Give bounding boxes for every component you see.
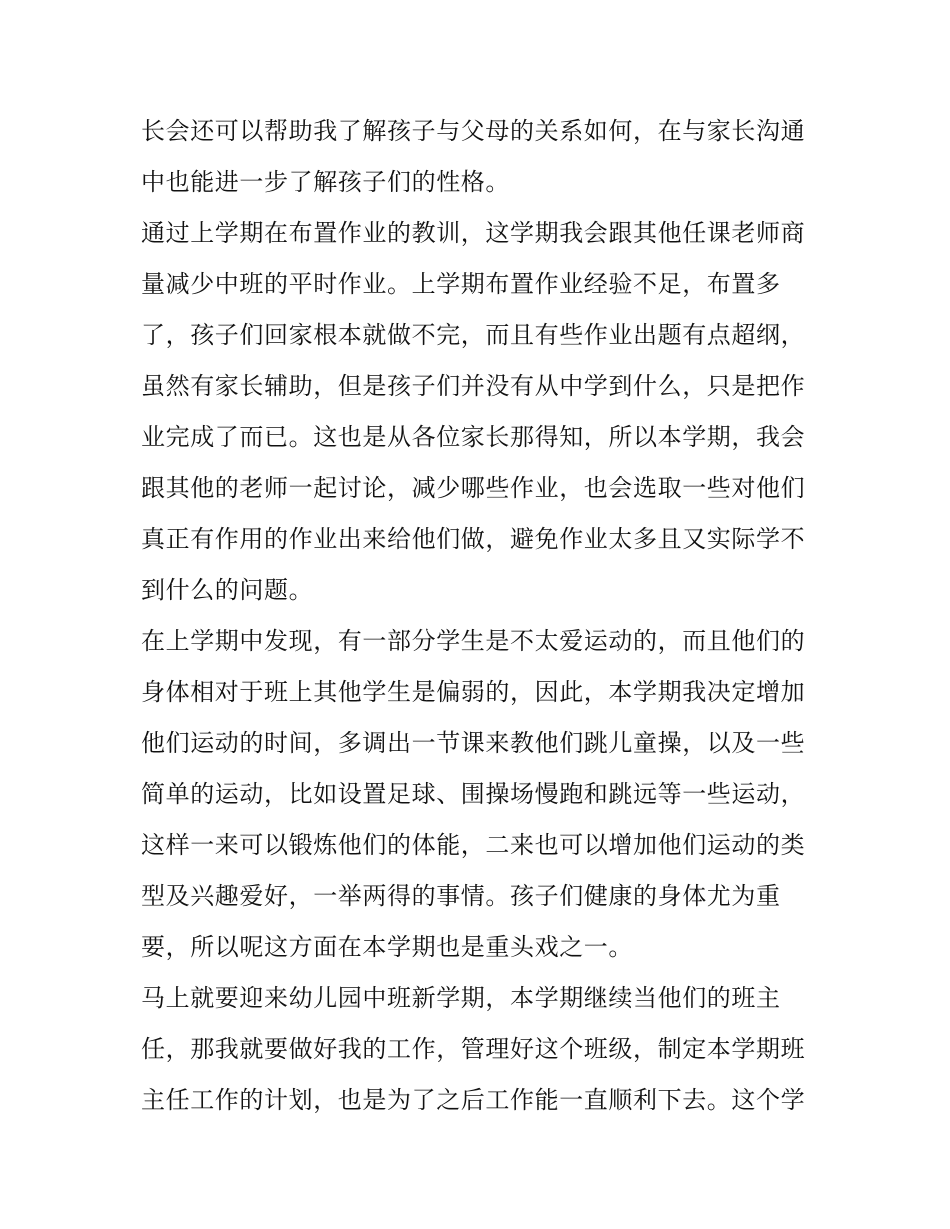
text-line: 他们运动的时间，多调出一节课来教他们跳儿童操，以及一些 [141,729,806,757]
text-line: 了，孩子们回家根本就做不完，而且有些作业出题有点超纲， [141,321,806,349]
text-line: 虽然有家长辅助，但是孩子们并没有从中学到什么，只是把作 [141,372,806,400]
text-line: 跟其他的老师一起讨论，减少哪些作业，也会选取一些对他们 [141,474,806,502]
text-line: 中也能进一步了解孩子们的性格。 [141,168,510,196]
text-line: 通过上学期在布置作业的教训，这学期我会跟其他任课老师商 [141,219,806,247]
text-line: 这样一来可以锻炼他们的体能，二来也可以增加他们运动的类 [141,831,806,859]
text-line: 简单的运动，比如设置足球、围操场慢跑和跳远等一些运动， [141,780,806,808]
text-line: 主任工作的计划，也是为了之后工作能一直顺利下去。这个学 [141,1086,806,1114]
text-line: 真正有作用的作业出来给他们做，避免作业太多且又实际学不 [141,525,806,553]
text-line: 要，所以呢这方面在本学期也是重头戏之一。 [141,933,633,961]
text-line: 业完成了而已。这也是从各位家长那得知，所以本学期，我会 [141,423,806,451]
text-line: 到什么的问题。 [141,576,314,604]
text-line: 身体相对于班上其他学生是偏弱的，因此，本学期我决定增加 [141,678,806,706]
text-line: 在上学期中发现，有一部分学生是不太爱运动的，而且他们的 [141,627,806,655]
text-line: 马上就要迎来幼儿园中班新学期，本学期继续当他们的班主 [141,984,781,1012]
body-text [141,106,821,1126]
text-line: 任，那我就要做好我的工作，管理好这个班级，制定本学期班 [141,1035,806,1063]
text-line: 型及兴趣爱好，一举两得的事情。孩子们健康的身体尤为重 [141,882,781,910]
text-line: 长会还可以帮助我了解孩子与父母的关系如何，在与家长沟通 [141,117,806,145]
text-line: 量减少中班的平时作业。上学期布置作业经验不足，布置多 [141,270,781,298]
